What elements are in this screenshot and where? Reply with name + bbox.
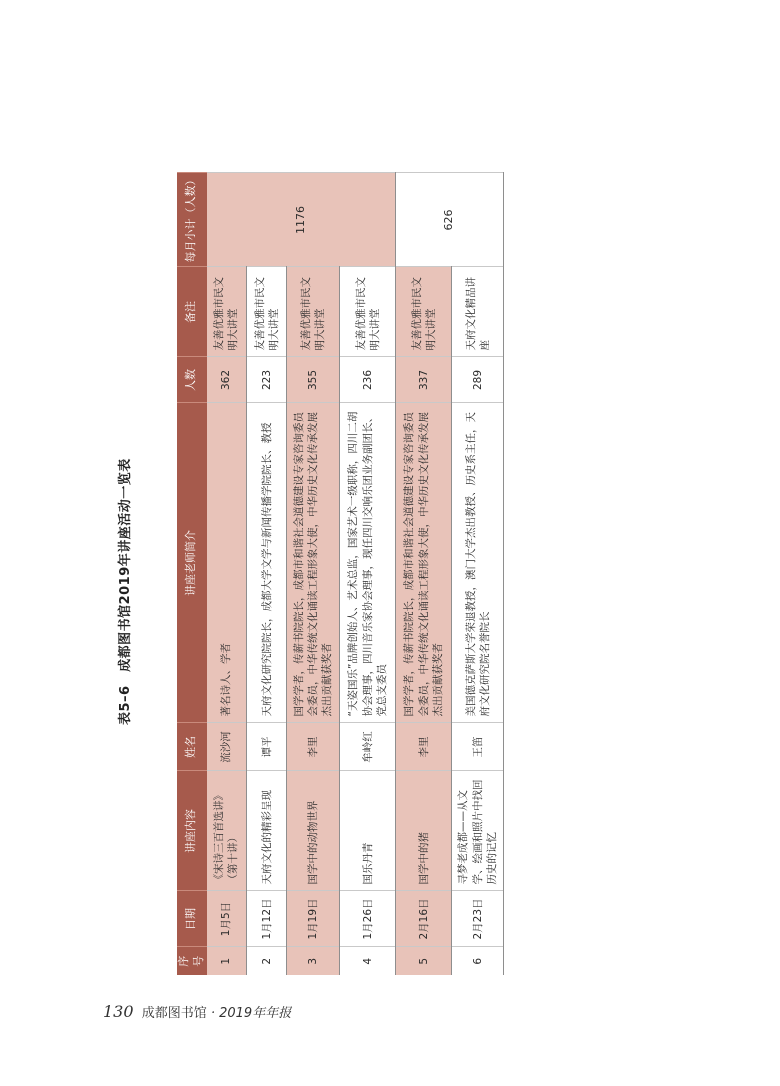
row-date: 1月26日 [340, 891, 396, 947]
table-row [287, 173, 340, 975]
row-name: 牟岭红 [340, 723, 396, 771]
row-note: 天府文化精品讲座 [452, 267, 504, 357]
header-date: 日期 [177, 891, 207, 947]
row-date: 2月23日 [452, 891, 504, 947]
header-no: 序号 [177, 947, 207, 975]
footer-title: 成都图书馆 [141, 1006, 207, 1021]
header-note: 备注 [177, 267, 207, 357]
row-intro: 国学学者，传薪书院院长，成都市和谐社会道德建设专家咨询委员会委员，中华传统文化诵读工程形象大使，中华历史文化传承发展杰出贡献获奖者 [287, 403, 340, 723]
page-number: 130 [103, 1002, 134, 1021]
header-topic: 讲座内容 [177, 771, 207, 891]
header-intro: 讲座老师简介 [177, 403, 207, 723]
table-header-row [177, 173, 207, 975]
row-intro: 著名诗人、学者 [207, 403, 247, 723]
table-row [396, 173, 452, 975]
row-count: 289 [452, 357, 504, 403]
row-name: 流沙河 [207, 723, 247, 771]
row-count: 223 [247, 357, 287, 403]
row-intro: “天姿国乐”品牌创始人、艺术总监，国家艺术一级职称，四川二胡协会理事，四川音乐家协会理事，现任四川交响乐团业务副团长、党总支委员 [340, 403, 396, 723]
row-note: 友善优雅市民文明大讲堂 [287, 267, 340, 357]
header-count: 人数 [177, 357, 207, 403]
row-intro: 国学学者，传薪书院院长，成都市和谐社会道德建设专家咨询委员会委员，中华传统文化诵读工程形象大使，中华历史文化传承发展杰出贡献获奖者 [396, 403, 452, 723]
row-count: 337 [396, 357, 452, 403]
row-no: 3 [287, 947, 340, 975]
row-note: 友善优雅市民文明大讲堂 [247, 267, 287, 357]
row-topic: 《宋诗三百首选讲》（第十讲） [207, 771, 247, 891]
header-name: 姓名 [177, 723, 207, 771]
page-footer [103, 1002, 291, 1021]
row-topic: 国乐丹青 [340, 771, 396, 891]
row-topic: 寻梦老成都——从文学、绘画和照片中找回历史的记忆 [452, 771, 504, 891]
row-note: 友善优雅市民文明大讲堂 [207, 267, 247, 357]
row-name: 李里 [287, 723, 340, 771]
monthly-total-feb: 626 [396, 173, 504, 267]
rotated-page-content [115, 173, 498, 975]
table-caption: 表5–6 成都图书馆2019年讲座活动一览表 [118, 458, 133, 725]
row-topic: 国学中的猪 [396, 771, 452, 891]
lecture-table [177, 173, 504, 976]
row-name: 王笛 [452, 723, 504, 771]
header-monthly-total: 每月小计（人数） [177, 173, 207, 267]
monthly-total-jan: 1176 [207, 173, 396, 267]
row-count: 362 [207, 357, 247, 403]
row-intro: 天府文化研究院院长，成都大学文学与新闻传播学院院长、教授 [247, 403, 287, 723]
row-no: 1 [207, 947, 247, 975]
row-topic: 国学中的动物世界 [287, 771, 340, 891]
row-date: 1月5日 [207, 891, 247, 947]
row-note: 友善优雅市民文明大讲堂 [340, 267, 396, 357]
table-row [207, 173, 247, 975]
row-count: 236 [340, 357, 396, 403]
row-name: 谭平 [247, 723, 287, 771]
row-date: 1月19日 [287, 891, 340, 947]
row-date: 2月16日 [396, 891, 452, 947]
table-row [340, 173, 396, 975]
row-note: 友善优雅市民文明大讲堂 [396, 267, 452, 357]
table-row [247, 173, 287, 975]
table-row [452, 173, 504, 975]
row-no: 4 [340, 947, 396, 975]
row-no: 2 [247, 947, 287, 975]
row-no: 6 [452, 947, 504, 975]
row-date: 1月12日 [247, 891, 287, 947]
row-name: 李里 [396, 723, 452, 771]
row-count: 355 [287, 357, 340, 403]
row-intro: 美国德克萨斯大学荣退教授，澳门大学杰出教授、历史系主任，天府文化研究院名誉院长 [452, 403, 504, 723]
row-no: 5 [396, 947, 452, 975]
footer-subtitle: · 2019年年报 [210, 1006, 292, 1021]
row-topic: 天府文化的精彩呈现 [247, 771, 287, 891]
